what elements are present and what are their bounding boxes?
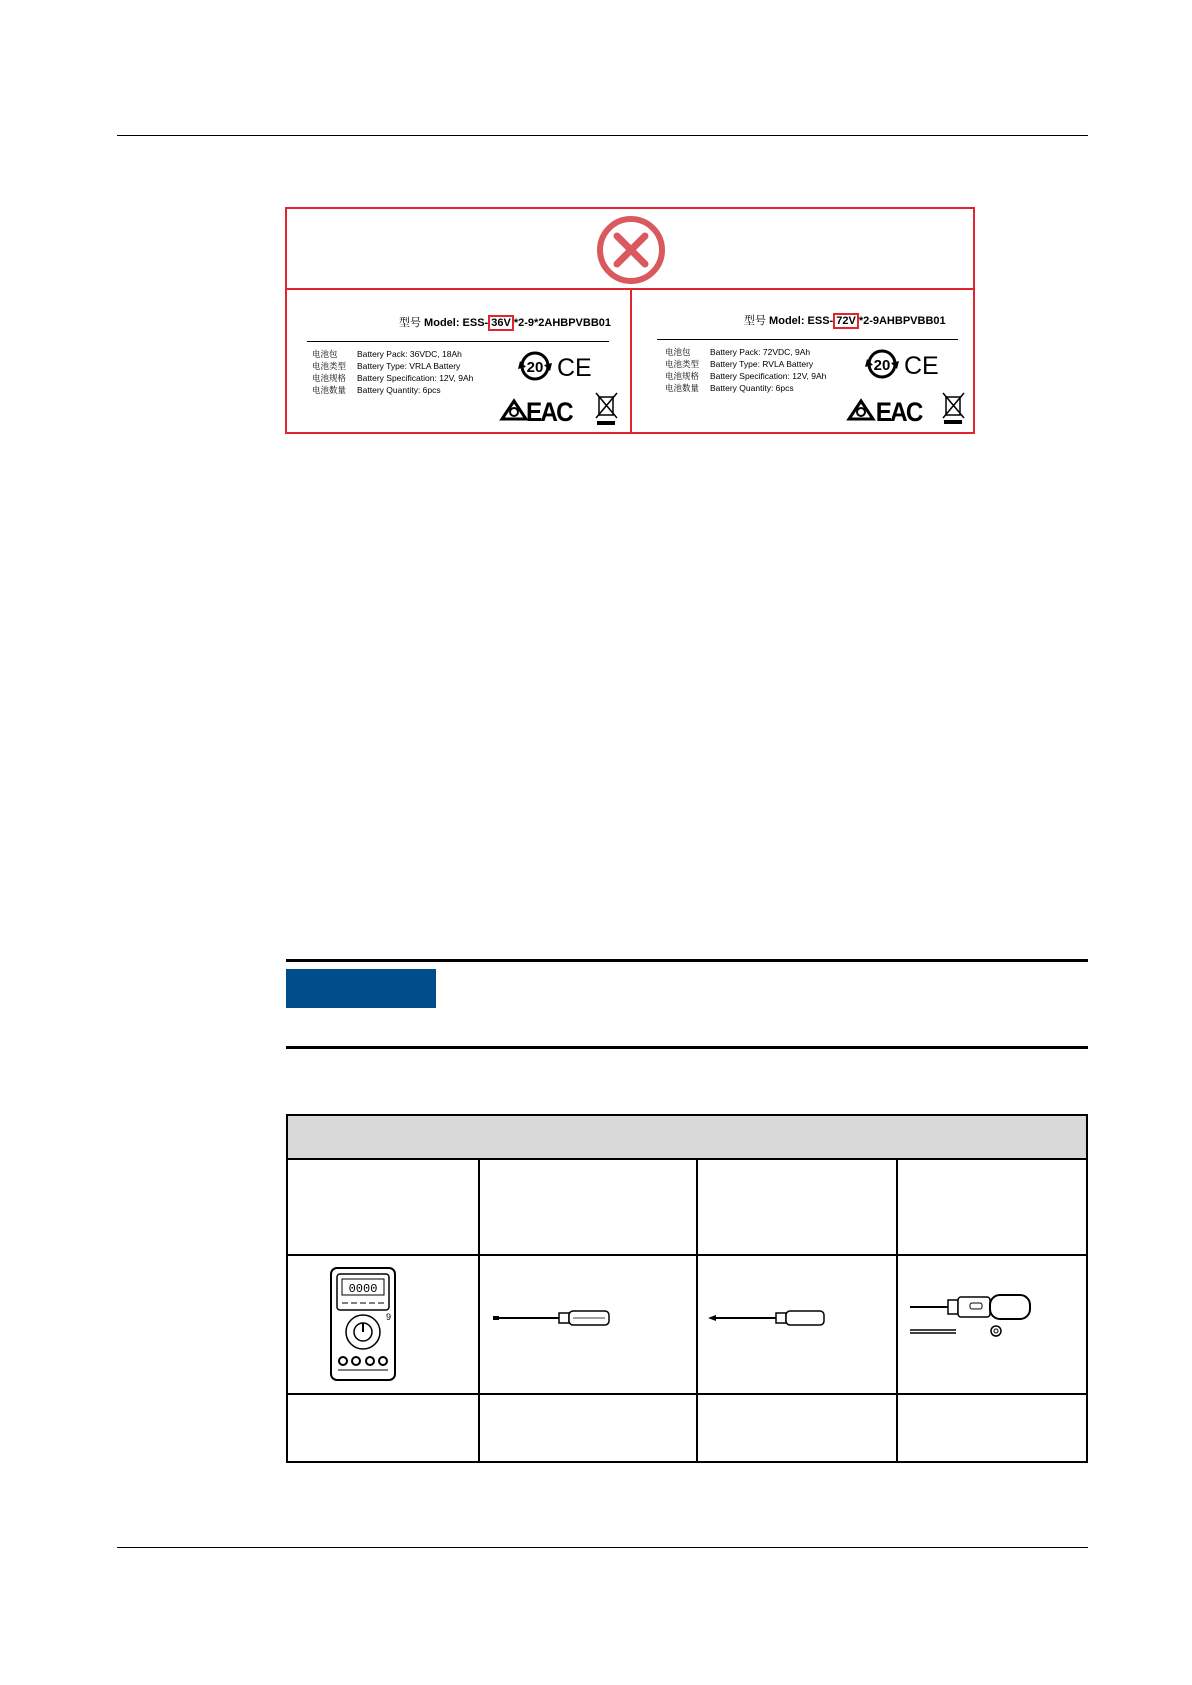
notice-tag [286,969,436,1008]
column-divider [696,1160,698,1463]
left-model-suffix: *2-9*2AHBPVBB01 [513,317,612,329]
weee-bin-icon [943,393,964,424]
svg-text:20: 20 [873,357,891,374]
notice-bottom-rule [286,1046,1088,1049]
rcm-mark-icon [849,401,873,419]
right-certification-logos [846,343,971,425]
torque-screwdriver-icon [908,1294,1038,1344]
column-divider [478,1160,480,1463]
environmental-protection-icon [518,353,552,379]
ce-mark-icon: CE [557,354,592,382]
multimeter-icon [328,1266,398,1382]
svg-text:9: 9 [386,1312,392,1322]
right-model-prefix-en: Model: ESS- [766,315,834,327]
left-certification-logos [499,345,624,427]
notice-top-rule [286,959,1088,962]
eac-mark-icon: EAC [526,397,572,427]
right-spec-row: 电池数量 Battery Quantity: 6pcs [665,383,794,393]
right-model-highlight: 72V [833,313,859,329]
left-model-prefix-cn: 型号 [399,317,421,329]
label-figure-status-area [287,209,973,290]
right-spec-row: 电池类型 Battery Type: RVLA Battery [665,359,814,369]
weee-bin-icon [596,393,617,425]
svg-text:20: 20 [526,359,544,376]
tools-table-header [288,1116,1086,1160]
eac-mark-icon: EAC [875,397,922,425]
left-spec-row: 电池规格 Battery Specification: 12V, 9Ah [312,373,474,383]
environmental-protection-icon [865,351,899,377]
footer-rule [117,1547,1088,1548]
ce-mark-icon: CE [904,352,939,380]
right-model-prefix-cn: 型号 [744,315,766,327]
flat-screwdriver-icon [493,1306,613,1328]
right-model-line [744,312,946,328]
left-model-line [399,314,611,330]
left-battery-label [287,290,632,434]
right-model-suffix: *2-9AHBPVBB01 [858,315,946,327]
left-spec-row: 电池包 Battery Pack: 36VDC, 18Ah [312,349,462,359]
rcm-mark-icon [502,401,526,419]
left-model-highlight: 36V [488,315,514,331]
tools-table [286,1114,1088,1463]
header-rule [117,135,1088,136]
left-separator [307,341,609,342]
right-battery-label [632,290,973,434]
right-spec-row: 电池规格 Battery Specification: 12V, 9Ah [665,371,827,381]
row-divider [288,1393,1086,1395]
battery-label-figure [285,207,975,434]
row-divider [288,1254,1086,1256]
left-spec-row: 电池数量 Battery Quantity: 6pcs [312,385,441,395]
phillips-screwdriver-icon [708,1306,828,1328]
right-separator [657,339,958,340]
prohibited-icon [596,215,666,285]
right-spec-row: 电池包 Battery Pack: 72VDC, 9Ah [665,347,811,357]
column-divider [896,1160,898,1463]
left-spec-row: 电池类型 Battery Type: VRLA Battery [312,361,461,371]
right-spec-list [665,346,826,394]
left-spec-list [312,348,473,396]
svg-text:0000: 0000 [348,1282,378,1296]
left-model-prefix-en: Model: ESS- [421,317,489,329]
